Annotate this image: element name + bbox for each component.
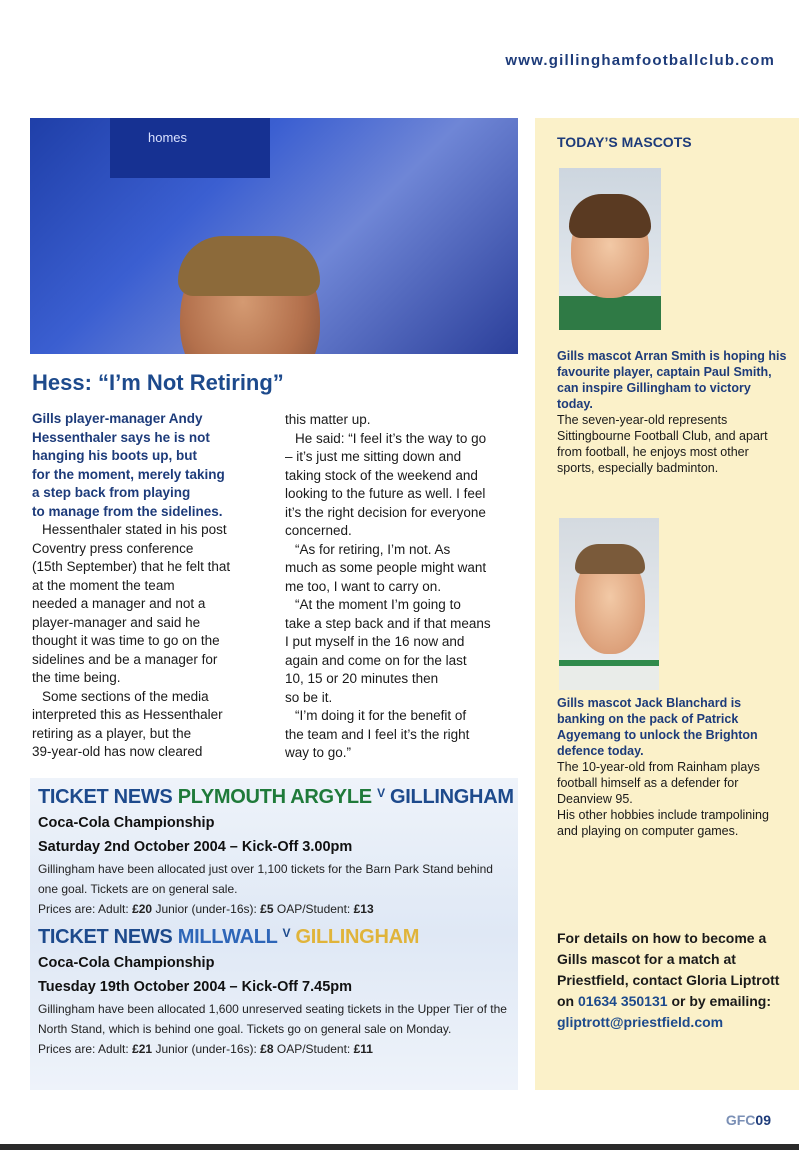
contact-phone[interactable]: 01634 350131 xyxy=(578,993,668,1009)
ticket-info: Gillingham have been allocated 1,600 unreserved seating tickets in the Upper Tier of the North Stand, which is behind one goal. Tickets go on general sale on Monday. xyxy=(38,1002,507,1036)
page-bottom-edge xyxy=(0,1144,799,1150)
match-date: Tuesday 19th October 2004 – Kick-Off 7.45pm xyxy=(38,979,353,995)
sponsor-banner-text: homes xyxy=(148,130,188,145)
ticket-prices: Prices are: Adult: £20 Junior (under-16s): £5 OAP/Student: £13 xyxy=(38,902,374,916)
article-column-1 xyxy=(32,410,264,762)
mascot-contact-info: For details on how to become a Gills mascot for a match at Priestfield, contact Gloria Liptrott on 01634 350131 or by emailing: gliptrott@priestfield.com xyxy=(557,930,780,1030)
home-team-name: GILLINGHAM xyxy=(390,786,514,808)
ticket-news-millwall xyxy=(38,926,510,1056)
ticket-news-plymouth xyxy=(38,786,514,916)
opponent-name: MILLWALL xyxy=(177,926,278,948)
ticket-info: Gillingham have been allocated just over 1,100 tickets for the Barn Park Stand behind one goal. Tickets are on general sale. xyxy=(38,862,493,896)
mascot-photo-arran xyxy=(559,168,661,330)
mascot-photo-jack xyxy=(559,518,659,690)
opponent-name: PLYMOUTH ARGYLE xyxy=(177,786,372,808)
match-date: Saturday 2nd October 2004 – Kick-Off 3.00pm xyxy=(38,839,353,855)
club-website-url: www.gillinghamfootballclub.com xyxy=(505,52,775,69)
article-headline: Hess: “I’m Not Retiring” xyxy=(32,370,284,395)
article-lead: Gills player-manager Andy Hessenthaler says he is not hanging his boots up, but for the moment, merely taking a step back from playing to manage from the sidelines. xyxy=(32,411,225,519)
ticket-prices: Prices are: Adult: £21 Junior (under-16s): £8 OAP/Student: £11 xyxy=(38,1042,373,1056)
ticket-news-box xyxy=(30,778,518,1090)
sponsor-banner xyxy=(110,118,270,178)
manager-photo xyxy=(30,118,518,354)
competition-name: Coca-Cola Championship xyxy=(38,815,215,831)
mascot-caption-arran: Gills mascot Arran Smith is hoping his favourite player, captain Paul Smith, can inspire Gillingham to victory today. The seven-year-old represents Sittingbourne Football Club, and apart from football, he enjoys most other sports, especially badminton. xyxy=(557,349,787,475)
competition-name: Coca-Cola Championship xyxy=(38,955,215,971)
mascot-caption-jack: Gills mascot Jack Blanchard is banking on the pack of Patrick Agyemang to unlock the Brighton defence today. The 10-year-old from Rainham plays football himself as a defender for Deanview 95. His other hobbies include trampolining and playing on computer games. xyxy=(557,696,769,838)
ticket-heading: TICKET NEWS MILLWALL $^V$ GILLINGHAM xyxy=(38,926,420,948)
article-body-col1: Hessenthaler stated in his post Coventry press conference (15th September) that he felt that at the moment the team needed a manager and not a player-manager and said he thought it was time to go on the sidelines and be a manager for the time being. Some sections of the media interpreted this as Hessenthaler retiring as a player, but the 39-year-old has now cleared xyxy=(32,522,231,759)
article-column-2: this matter up. He said: “I feel it’s the way to go – it’s just me sitting down and taking stock of the weekend and looking to the future as well. I feel it’s the right decision for everyone concerned. “As for retiring, I’m not. As much as some people might want me too, I want to carry on. “At the moment I’m going to take a step back and if that means I put myself in the 16 now and again and come on for the last 10, 15 or 20 minutes then so be it. “I’m doing it for the benefit of the team and I feel it’s the right way to go.” xyxy=(285,412,491,760)
page-number: GFC09 xyxy=(725,1112,771,1128)
ticket-heading: TICKET NEWS PLYMOUTH ARGYLE $^V$ GILLINGHAM xyxy=(38,786,514,808)
contact-email-link[interactable]: gliptrott@priestfield.com xyxy=(557,1014,724,1030)
sidebar-title: TODAY’S MASCOTS xyxy=(557,134,692,150)
home-team-name: GILLINGHAM xyxy=(295,926,420,948)
mascots-sidebar xyxy=(535,118,799,1090)
